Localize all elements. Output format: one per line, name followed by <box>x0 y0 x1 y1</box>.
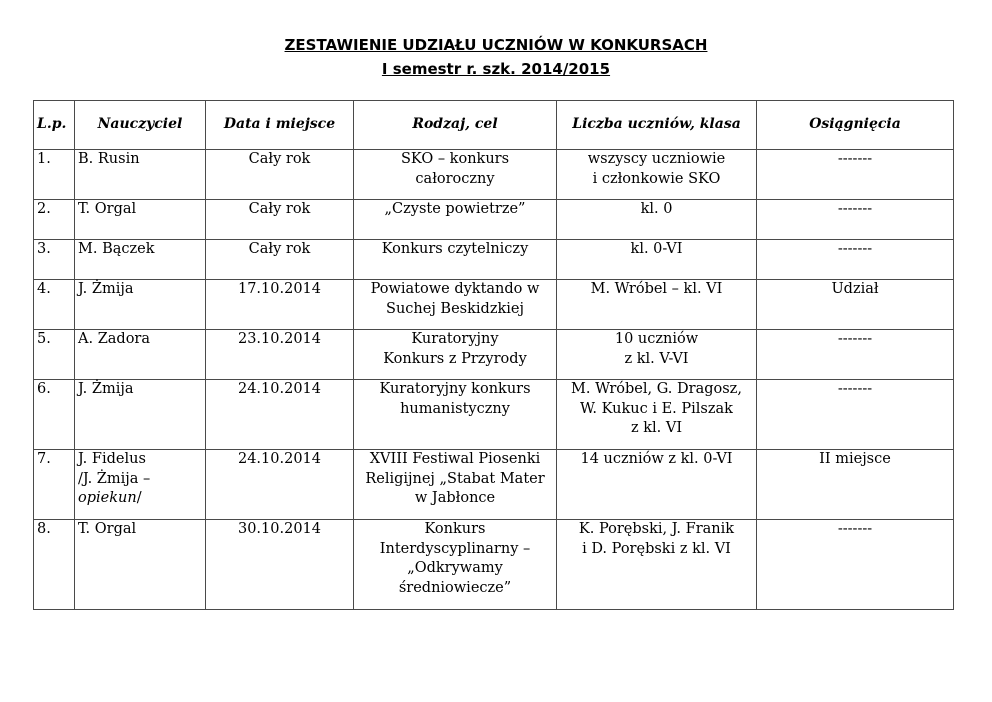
cell-date: 24.10.2014 <box>206 450 354 520</box>
cell-lp: 7. <box>34 450 75 520</box>
cell-students: M. Wróbel, G. Dragosz, W. Kukuc i E. Pilszak z kl. VI <box>557 380 757 450</box>
cell-students: M. Wróbel – kl. VI <box>557 280 757 330</box>
cell-result: ------- <box>757 200 954 240</box>
table-row <box>34 450 954 520</box>
competitions-table <box>33 100 954 610</box>
table-row <box>34 150 954 200</box>
cell-date: 24.10.2014 <box>206 380 354 450</box>
cell-kind: XVIII Festiwal Piosenki Religijnej „Stabat Mater w Jabłonce <box>354 450 557 520</box>
cell-result: ------- <box>757 240 954 280</box>
table-header-row <box>34 101 954 150</box>
cell-teacher: J. Fidelus /J. Żmija – opiekun/ <box>75 450 206 520</box>
cell-kind: „Czyste powietrze” <box>354 200 557 240</box>
cell-date: Cały rok <box>206 150 354 200</box>
cell-students: 10 uczniów z kl. V-VI <box>557 330 757 380</box>
document-title: ZESTAWIENIE UDZIAŁU UCZNIÓW W KONKURSACH <box>284 36 708 54</box>
cell-result: ------- <box>757 150 954 200</box>
column-header-kind: Rodzaj, cel <box>354 101 557 150</box>
column-header-teacher: Nauczyciel <box>75 101 206 150</box>
cell-lp: 3. <box>34 240 75 280</box>
cell-lp: 2. <box>34 200 75 240</box>
cell-students: K. Porębski, J. Franik i D. Porębski z kl. VI <box>557 520 757 610</box>
cell-result: II miejsce <box>757 450 954 520</box>
cell-date: 17.10.2014 <box>206 280 354 330</box>
column-header-lp: L.p. <box>34 101 75 150</box>
table-row <box>34 380 954 450</box>
cell-teacher: T. Orgal <box>75 520 206 610</box>
column-header-students: Liczba uczniów, klasa <box>557 101 757 150</box>
document-subtitle: I semestr r. szk. 2014/2015 <box>381 60 611 78</box>
cell-lp: 8. <box>34 520 75 610</box>
cell-teacher: J. Żmija <box>75 280 206 330</box>
table-row <box>34 280 954 330</box>
cell-date: 30.10.2014 <box>206 520 354 610</box>
table-row <box>34 520 954 610</box>
cell-date: Cały rok <box>206 200 354 240</box>
column-header-date: Data i miejsce <box>206 101 354 150</box>
cell-teacher: A. Zadora <box>75 330 206 380</box>
column-header-results: Osiągnięcia <box>757 101 954 150</box>
cell-result: Udział <box>757 280 954 330</box>
cell-students: kl. 0 <box>557 200 757 240</box>
cell-date: Cały rok <box>206 240 354 280</box>
cell-kind: SKO – konkurs całoroczny <box>354 150 557 200</box>
cell-teacher: T. Orgal <box>75 200 206 240</box>
cell-kind: Konkurs czytelniczy <box>354 240 557 280</box>
cell-kind: Kuratoryjny konkurs humanistyczny <box>354 380 557 450</box>
cell-students: wszyscy uczniowie i członkowie SKO <box>557 150 757 200</box>
cell-teacher: M. Bączek <box>75 240 206 280</box>
table-row <box>34 200 954 240</box>
cell-lp: 5. <box>34 330 75 380</box>
cell-lp: 1. <box>34 150 75 200</box>
cell-students: 14 uczniów z kl. 0-VI <box>557 450 757 520</box>
cell-teacher: B. Rusin <box>75 150 206 200</box>
cell-result: ------- <box>757 520 954 610</box>
cell-lp: 6. <box>34 380 75 450</box>
table-row <box>34 240 954 280</box>
cell-kind: Kuratoryjny Konkurs z Przyrody <box>354 330 557 380</box>
cell-students: kl. 0-VI <box>557 240 757 280</box>
cell-lp: 4. <box>34 280 75 330</box>
cell-date: 23.10.2014 <box>206 330 354 380</box>
cell-kind: Konkurs Interdyscyplinarny – „Odkrywamy średniowiecze” <box>354 520 557 610</box>
cell-result: ------- <box>757 330 954 380</box>
cell-teacher: J. Żmija <box>75 380 206 450</box>
table-row <box>34 330 954 380</box>
cell-kind: Powiatowe dyktando w Suchej Beskidzkiej <box>354 280 557 330</box>
cell-result: ------- <box>757 380 954 450</box>
